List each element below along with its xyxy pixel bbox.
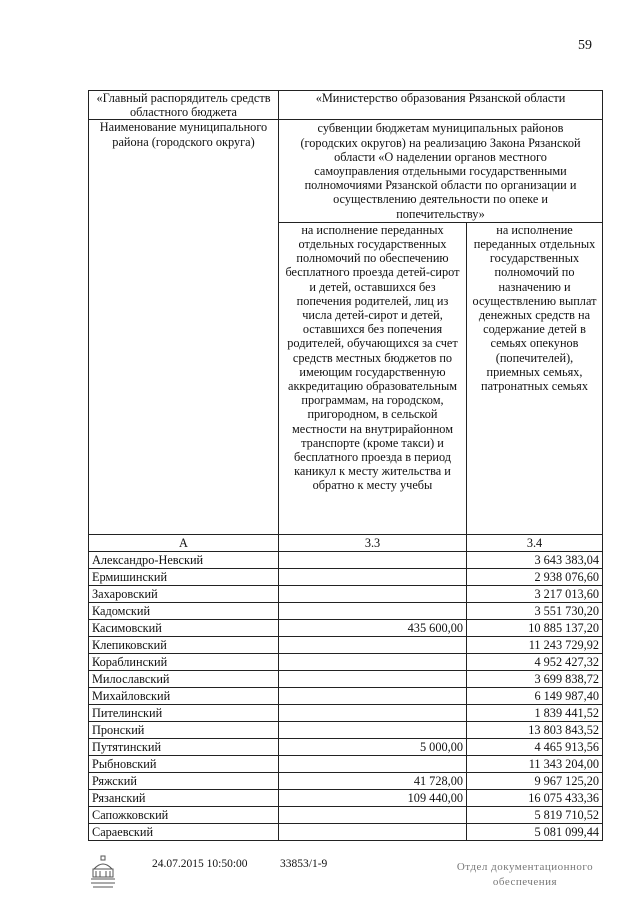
value-3-4: 2 938 076,60 [467,568,603,585]
table-row [89,653,603,670]
department-line-1: Отдел документационного [456,861,594,873]
district-name: Пронский [89,721,279,738]
column-code-3-3: 3.3 [279,534,467,551]
value-3-3 [279,568,467,585]
table-row [89,789,603,806]
district-name: Сараевский [89,823,279,840]
value-3-3 [279,551,467,568]
value-3-4: 11 343 204,00 [467,755,603,772]
value-3-4: 13 803 843,52 [467,721,603,738]
value-3-3: 435 600,00 [279,619,467,636]
value-3-4: 5 819 710,52 [467,806,603,823]
table-row [89,687,603,704]
value-3-3: 109 440,00 [279,789,467,806]
district-name: Клепиковский [89,636,279,653]
value-3-3 [279,755,467,772]
value-3-4: 4 952 427,32 [467,653,603,670]
value-3-3 [279,636,467,653]
value-3-4: 3 643 383,04 [467,551,603,568]
value-3-3 [279,670,467,687]
table-row [89,772,603,789]
value-3-4: 3 217 013,60 [467,585,603,602]
district-name: Кораблинский [89,653,279,670]
footer-department-stamp [440,860,610,890]
district-name: Ермишинский [89,568,279,585]
table-row [89,568,603,585]
table-row [89,585,603,602]
district-name: Захаровский [89,585,279,602]
value-3-4: 3 699 838,72 [467,670,603,687]
table-row [89,755,603,772]
district-name: Ряжский [89,772,279,789]
value-3-3 [279,823,467,840]
column-3-4-header: на исполнение переданных отдельных государственных полномочий по назначению и осуществлению выплат денежных средств на содержание детей в семьях опекунов (попечителей), приемных семьях, патронатных семьях [467,222,603,534]
subsidy-header-row [89,120,603,222]
table-row [89,738,603,755]
value-3-4: 1 839 441,52 [467,704,603,721]
table-row [89,721,603,738]
table-row [89,806,603,823]
distributor-row [89,91,603,120]
value-3-3 [279,687,467,704]
district-name: Рязанский [89,789,279,806]
value-3-4: 4 465 913,56 [467,738,603,755]
value-3-4: 11 243 729,92 [467,636,603,653]
district-name: Александро-Невский [89,551,279,568]
value-3-3 [279,653,467,670]
district-name: Михайловский [89,687,279,704]
district-name: Касимовский [89,619,279,636]
value-3-4: 9 967 125,20 [467,772,603,789]
value-3-4: 16 075 433,36 [467,789,603,806]
value-3-4: 3 551 730,20 [467,602,603,619]
value-3-3 [279,704,467,721]
table-row [89,636,603,653]
footer-doc-number: 33853/1-9 [280,858,328,870]
value-3-4: 10 885 137,20 [467,619,603,636]
column-code-3-4: 3.4 [467,534,603,551]
subsidy-title: субвенции бюджетам муниципальных районов (городских округов) на реализацию Закона Рязанской области «О наделении органов местного самоуправления отдельными государственными полномочиями Рязанской области по организации и осуществлению деятельности по опеке и попечительству» [279,120,603,222]
value-3-3 [279,806,467,823]
value-3-3: 41 728,00 [279,772,467,789]
district-name: Кадомский [89,602,279,619]
column-3-3-header: на исполнение переданных отдельных государственных полномочий по обеспечению бесплатного проезда детей-сирот и детей, оставшихся без попечения родителей, лиц из числа детей-сирот и детей, оставшихся без попечения родителей, обучающихся за счет средств местных бюджетов по имеющим государственную аккредитацию образовательным программам, на городском, пригородном, в сельской местности на внутрирайонном транспорте (кроме такси) и бесплатного проезда в период каникул к месту жительства и обратно к месту учебы [279,222,467,534]
table-row [89,619,603,636]
distributor-label: «Главный распорядитель средств областного бюджета [89,91,279,120]
district-name: Рыбновский [89,755,279,772]
table-row [89,670,603,687]
value-3-3: 5 000,00 [279,738,467,755]
budget-table [88,90,603,841]
table-row [89,551,603,568]
department-line-2: обеспечения [492,876,558,888]
name-column-header: Наименование муниципального района (городского округа) [89,120,279,534]
value-3-4: 6 149 987,40 [467,687,603,704]
value-3-3 [279,721,467,738]
district-name: Милославский [89,670,279,687]
district-name: Сапожковский [89,806,279,823]
value-3-3 [279,602,467,619]
value-3-3 [279,585,467,602]
table-row [89,704,603,721]
coat-of-arms-logo [88,855,118,889]
distributor-value: «Министерство образования Рязанской области [279,91,603,120]
table-row [89,823,603,840]
column-code-a: А [89,534,279,551]
column-codes-row [89,534,603,551]
district-name: Путятинский [89,738,279,755]
value-3-4: 5 081 099,44 [467,823,603,840]
district-name: Пителинский [89,704,279,721]
footer-datetime: 24.07.2015 10:50:00 [152,858,248,870]
table-row [89,602,603,619]
page-number: 59 [578,38,592,53]
